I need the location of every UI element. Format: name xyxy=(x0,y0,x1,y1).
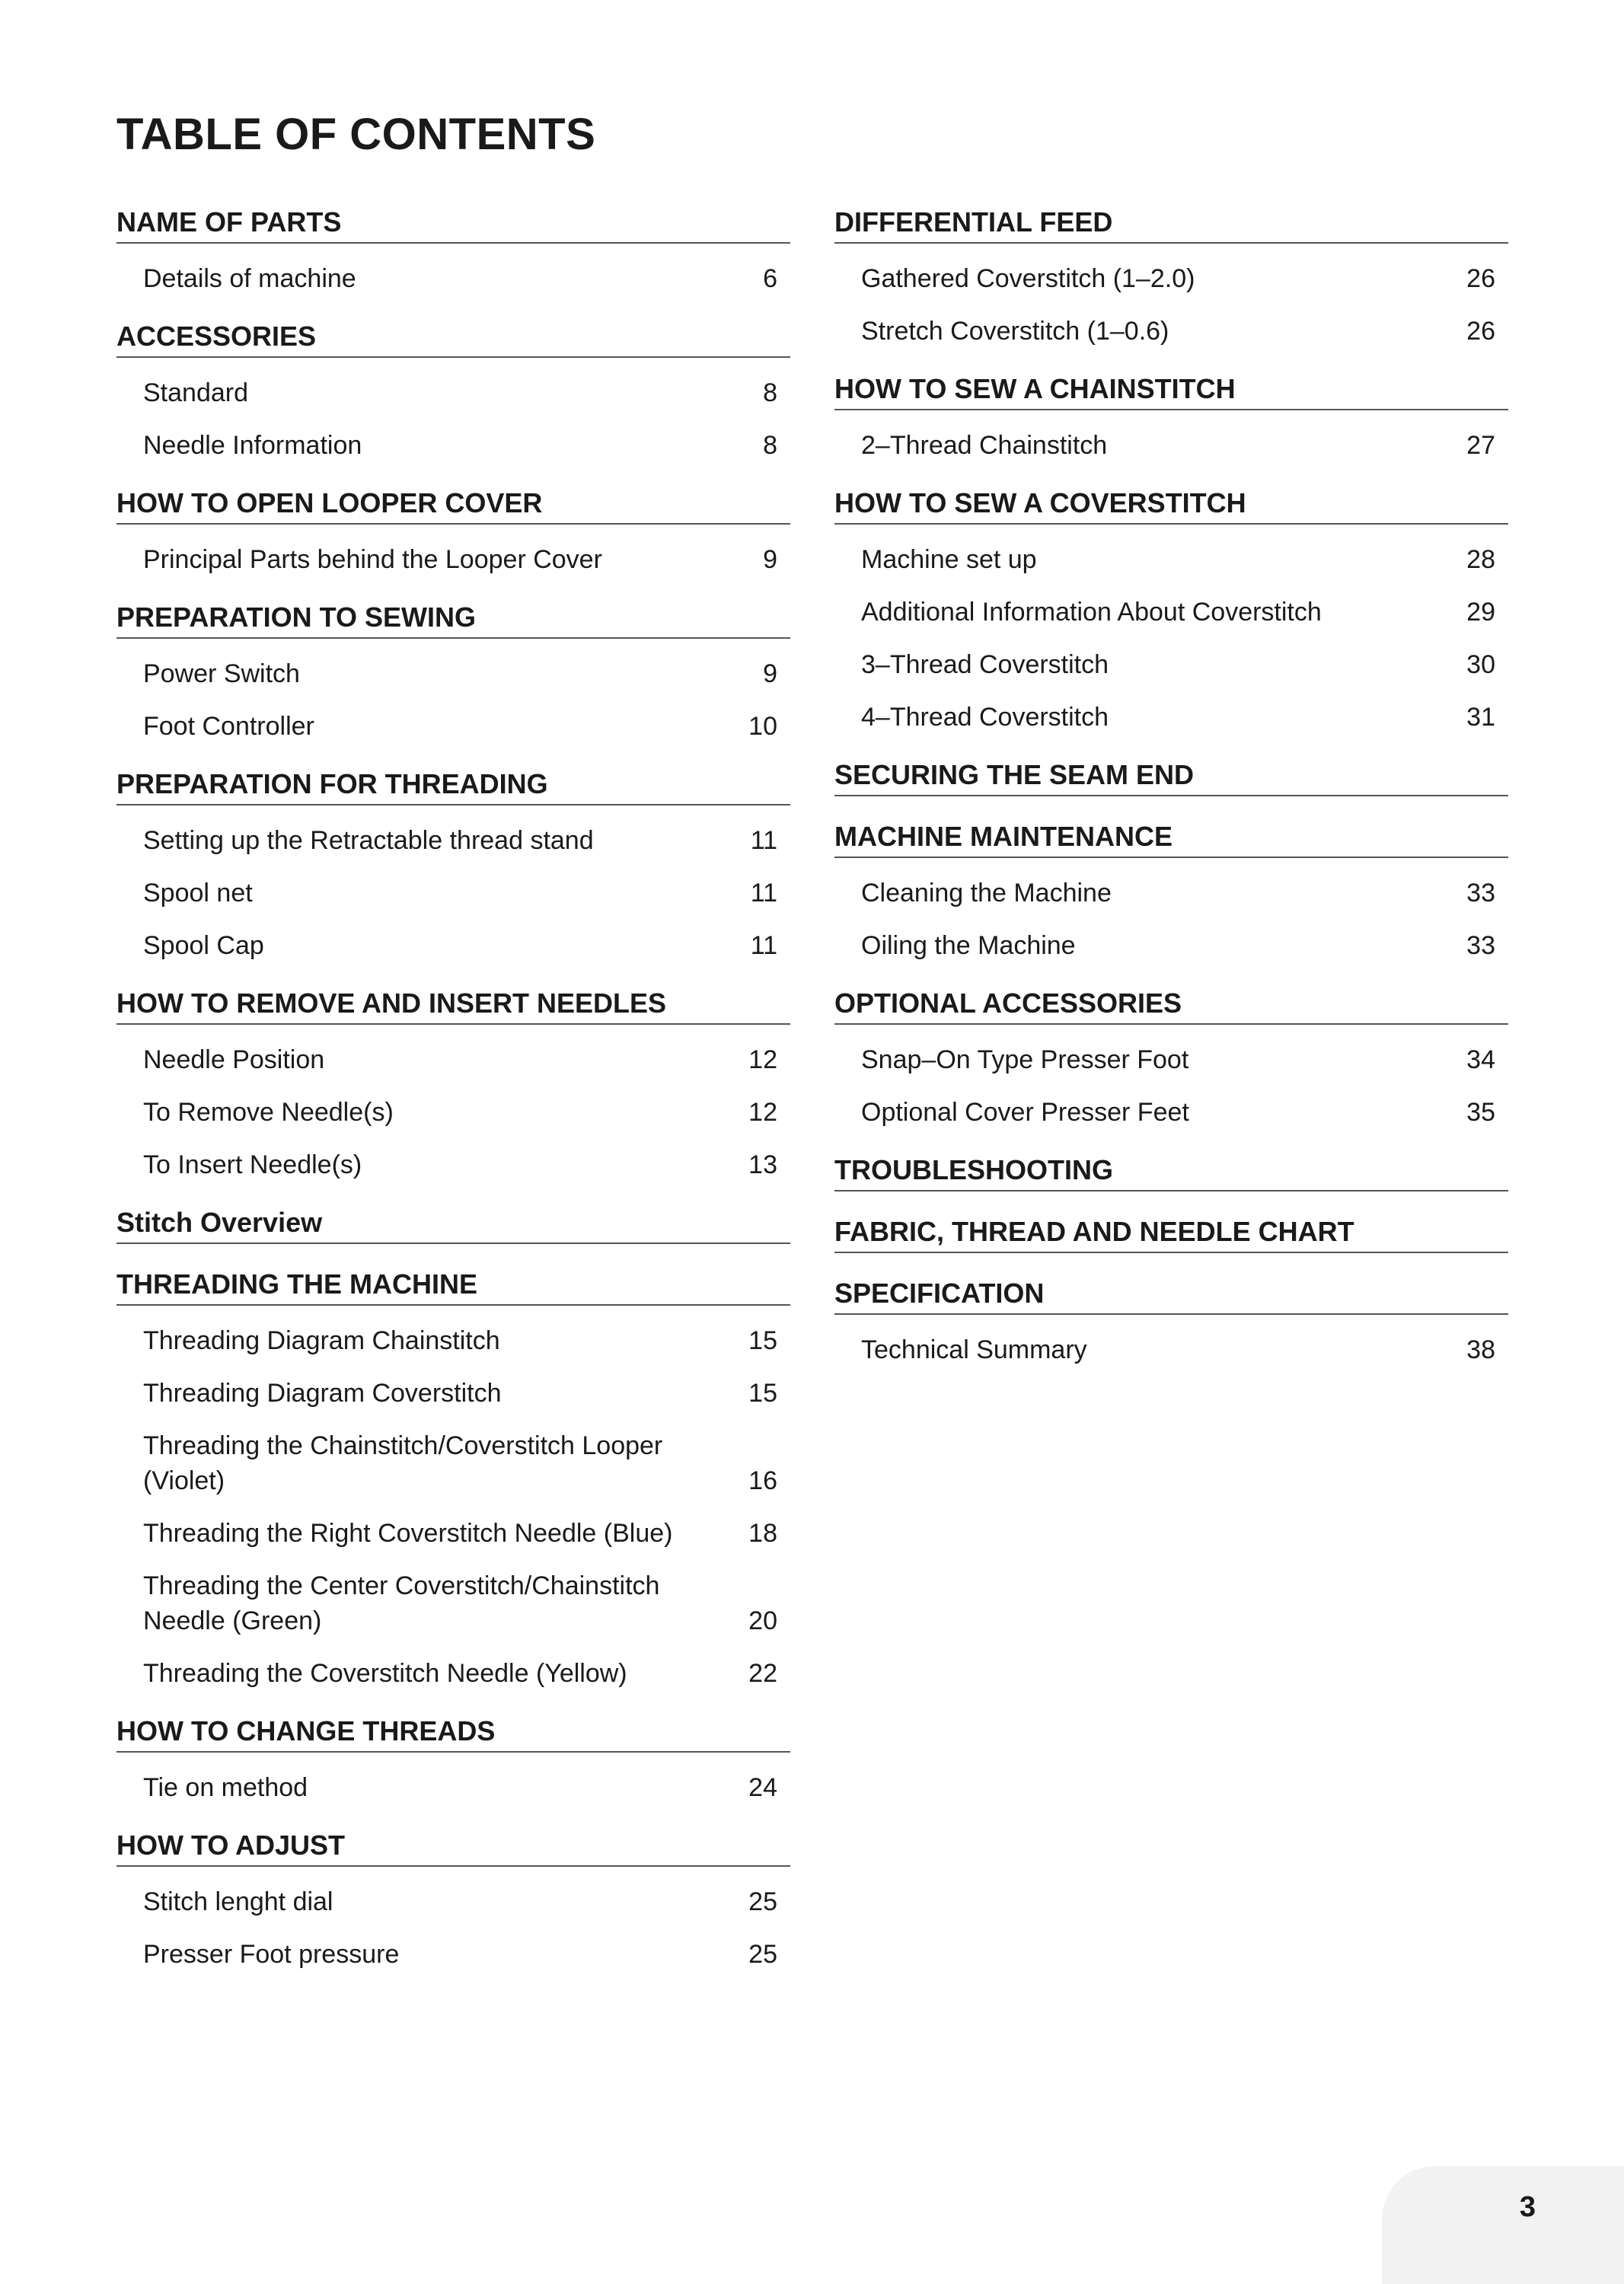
toc-section-fabric-thread-and-needle-chart xyxy=(834,1215,1508,1253)
toc-section-stitch-overview xyxy=(116,1206,790,1244)
toc-entry-title: Additional Information About Coverstitch xyxy=(861,598,1322,627)
section-header[interactable]: TROUBLESHOOTING xyxy=(834,1153,1508,1191)
toc-entry[interactable] xyxy=(116,1770,790,1805)
entry-list xyxy=(834,876,1508,963)
entry-list xyxy=(116,656,790,744)
toc-section-how-to-sew-a-chainstitch xyxy=(834,372,1508,463)
toc-entry-title: Threading Diagram Chainstitch xyxy=(143,1326,500,1355)
toc-entry[interactable] xyxy=(834,1042,1508,1077)
toc-entry-page-number: 26 xyxy=(1466,317,1495,346)
toc-entry-page-number: 9 xyxy=(763,545,777,574)
toc-section-preparation-for-threading xyxy=(116,767,790,963)
toc-entry-page-number: 6 xyxy=(763,264,777,293)
toc-entry[interactable] xyxy=(116,1376,790,1411)
toc-section-specification xyxy=(834,1277,1508,1367)
entry-list xyxy=(834,542,1508,735)
toc-entry[interactable] xyxy=(834,542,1508,577)
entry-list xyxy=(116,1884,790,1972)
toc-entry-title: Threading the Chainstitch/Coverstitch Looper (Violet) xyxy=(143,1431,663,1495)
entry-list xyxy=(834,428,1508,463)
section-header[interactable]: HOW TO REMOVE AND INSERT NEEDLES xyxy=(116,987,790,1025)
section-header[interactable]: Stitch Overview xyxy=(116,1206,790,1244)
entry-list xyxy=(116,1323,790,1691)
toc-entry-title: To Remove Needle(s) xyxy=(143,1098,394,1127)
toc-entry-title: Details of machine xyxy=(143,264,356,293)
toc-entry-title: Stitch lenght dial xyxy=(143,1887,333,1916)
section-header[interactable]: SPECIFICATION xyxy=(834,1277,1508,1315)
section-header[interactable]: ACCESSORIES xyxy=(116,320,790,358)
toc-entry[interactable] xyxy=(116,1516,790,1551)
toc-entry-title: 3–Thread Coverstitch xyxy=(861,650,1109,679)
toc-entry-title: 2–Thread Chainstitch xyxy=(861,431,1108,460)
toc-entry[interactable] xyxy=(116,823,790,858)
entry-list xyxy=(834,261,1508,349)
entry-list xyxy=(116,375,790,463)
toc-entry-title: Spool net xyxy=(143,879,253,908)
toc-entry-page-number: 25 xyxy=(748,1887,777,1916)
toc-entry-page-number: 27 xyxy=(1466,431,1495,460)
toc-section-securing-the-seam-end xyxy=(834,758,1508,796)
toc-entry[interactable] xyxy=(834,1095,1508,1130)
toc-entry-page-number: 18 xyxy=(748,1519,777,1548)
toc-section-how-to-sew-a-coverstitch xyxy=(834,486,1508,735)
toc-entry[interactable] xyxy=(834,1332,1508,1367)
toc-entry-title: Needle Position xyxy=(143,1045,325,1074)
toc-entry-page-number: 15 xyxy=(748,1326,777,1355)
toc-left-column xyxy=(116,206,790,1995)
section-header[interactable]: PREPARATION TO SEWING xyxy=(116,601,790,639)
toc-entry[interactable] xyxy=(834,928,1508,963)
toc-entry-page-number: 26 xyxy=(1466,264,1495,293)
page-number: 3 xyxy=(1519,2191,1536,2223)
toc-entry-page-number: 12 xyxy=(748,1098,777,1127)
toc-entry-title: Cleaning the Machine xyxy=(861,879,1112,908)
toc-entry[interactable] xyxy=(116,428,790,463)
toc-entry[interactable] xyxy=(116,1656,790,1691)
toc-section-how-to-open-looper-cover xyxy=(116,486,790,577)
toc-entry[interactable] xyxy=(116,928,790,963)
toc-entry[interactable] xyxy=(834,314,1508,349)
toc-entry[interactable] xyxy=(116,1428,790,1498)
toc-entry[interactable] xyxy=(116,1884,790,1919)
toc-entry-page-number: 28 xyxy=(1466,545,1495,574)
toc-entry-title: Foot Controller xyxy=(143,712,314,741)
toc-entry-page-number: 35 xyxy=(1466,1098,1495,1127)
toc-entry[interactable] xyxy=(116,1937,790,1972)
toc-section-troubleshooting xyxy=(834,1153,1508,1191)
section-header[interactable]: OPTIONAL ACCESSORIES xyxy=(834,987,1508,1025)
toc-entry-page-number: 24 xyxy=(748,1773,777,1802)
toc-entry-page-number: 22 xyxy=(748,1659,777,1688)
toc-entry-page-number: 13 xyxy=(748,1150,777,1179)
toc-entry-title: Setting up the Retractable thread stand xyxy=(143,826,594,855)
toc-entry-page-number: 30 xyxy=(1466,650,1495,679)
toc-entry[interactable] xyxy=(116,1147,790,1182)
toc-entry[interactable] xyxy=(834,261,1508,296)
toc-entry-page-number: 20 xyxy=(748,1606,777,1635)
toc-entry-page-number: 33 xyxy=(1466,879,1495,908)
section-header[interactable]: HOW TO SEW A CHAINSTITCH xyxy=(834,372,1508,410)
toc-section-how-to-remove-and-insert-needles xyxy=(116,987,790,1182)
entry-list xyxy=(834,1332,1508,1367)
toc-entry-page-number: 11 xyxy=(750,931,777,960)
section-header[interactable]: FABRIC, THREAD AND NEEDLE CHART xyxy=(834,1215,1508,1253)
toc-entry-title: Presser Foot pressure xyxy=(143,1940,400,1969)
toc-entry-title: To Insert Needle(s) xyxy=(143,1150,362,1179)
section-header[interactable]: HOW TO OPEN LOOPER COVER xyxy=(116,486,790,525)
toc-section-name-of-parts xyxy=(116,206,790,296)
toc-section-how-to-change-threads xyxy=(116,1715,790,1805)
section-header[interactable]: SECURING THE SEAM END xyxy=(834,758,1508,796)
section-header[interactable]: PREPARATION FOR THREADING xyxy=(116,767,790,805)
page-title: TABLE OF CONTENTS xyxy=(116,110,596,159)
toc-section-differential-feed xyxy=(834,206,1508,349)
entry-list xyxy=(116,823,790,963)
entry-list xyxy=(116,261,790,296)
toc-entry-title: Threading the Center Coverstitch/Chainstitch Needle (Green) xyxy=(143,1571,660,1635)
toc-entry-page-number: 38 xyxy=(1466,1335,1495,1364)
toc-entry-title: Threading Diagram Coverstitch xyxy=(143,1379,502,1408)
toc-entry-page-number: 12 xyxy=(748,1045,777,1074)
toc-entry-title: Tie on method xyxy=(143,1773,308,1802)
toc-entry-title: Power Switch xyxy=(143,659,300,688)
toc-entry-title: Technical Summary xyxy=(861,1335,1087,1364)
toc-entry[interactable] xyxy=(116,261,790,296)
toc-entry-page-number: 9 xyxy=(763,659,777,688)
toc-entry[interactable] xyxy=(116,1042,790,1077)
toc-entry-title: Principal Parts behind the Looper Cover xyxy=(143,545,602,574)
toc-entry[interactable] xyxy=(116,1095,790,1130)
section-header[interactable]: HOW TO CHANGE THREADS xyxy=(116,1715,790,1753)
toc-entry[interactable] xyxy=(116,1568,790,1638)
toc-entry[interactable] xyxy=(834,700,1508,735)
toc-entry-page-number: 31 xyxy=(1466,703,1495,732)
toc-entry-title: Threading the Right Coverstitch Needle (Blue) xyxy=(143,1519,673,1548)
toc-entry-page-number: 16 xyxy=(748,1466,777,1495)
toc-entry-page-number: 8 xyxy=(763,378,777,407)
toc-entry-title: Oiling the Machine xyxy=(861,931,1076,960)
toc-section-optional-accessories xyxy=(834,987,1508,1130)
section-header[interactable]: DIFFERENTIAL FEED xyxy=(834,206,1508,244)
toc-entry-page-number: 34 xyxy=(1466,1045,1495,1074)
toc-entry-page-number: 10 xyxy=(748,712,777,741)
toc-section-accessories xyxy=(116,320,790,463)
section-header[interactable]: THREADING THE MACHINE xyxy=(116,1268,790,1306)
toc-entry[interactable] xyxy=(834,647,1508,682)
section-header[interactable]: HOW TO SEW A COVERSTITCH xyxy=(834,486,1508,525)
toc-entry[interactable] xyxy=(116,876,790,911)
toc-entry[interactable] xyxy=(834,876,1508,911)
entry-list xyxy=(116,1770,790,1805)
toc-entry-title: Optional Cover Presser Feet xyxy=(861,1098,1189,1127)
toc-entry[interactable] xyxy=(116,375,790,410)
toc-entry-title: Threading the Coverstitch Needle (Yellow) xyxy=(143,1659,627,1688)
toc-entry-title: Stretch Coverstitch (1–0.6) xyxy=(861,317,1169,346)
toc-entry-page-number: 8 xyxy=(763,431,777,460)
toc-entry-title: Snap–On Type Presser Foot xyxy=(861,1045,1189,1074)
toc-section-preparation-to-sewing xyxy=(116,601,790,744)
toc-entry-title: Standard xyxy=(143,378,248,407)
toc-entry[interactable] xyxy=(834,595,1508,630)
page-number-tab xyxy=(1382,2166,1624,2284)
toc-entry-title: Machine set up xyxy=(861,545,1037,574)
toc-entry-page-number: 11 xyxy=(750,879,777,908)
toc-entry-title: Spool Cap xyxy=(143,931,264,960)
section-header[interactable]: HOW TO ADJUST xyxy=(116,1829,790,1867)
toc-section-threading-the-machine xyxy=(116,1268,790,1691)
toc-entry-page-number: 33 xyxy=(1466,931,1495,960)
toc-entry-page-number: 29 xyxy=(1466,598,1495,627)
toc-entry-title: Needle Information xyxy=(143,431,362,460)
toc-entry-page-number: 25 xyxy=(748,1940,777,1969)
toc-section-how-to-adjust xyxy=(116,1829,790,1972)
toc-entry-title: Gathered Coverstitch (1–2.0) xyxy=(861,264,1195,293)
toc-entry[interactable] xyxy=(116,542,790,577)
toc-entry[interactable] xyxy=(116,656,790,691)
section-header[interactable]: MACHINE MAINTENANCE xyxy=(834,820,1508,858)
entry-list xyxy=(116,1042,790,1182)
section-header[interactable]: NAME OF PARTS xyxy=(116,206,790,244)
toc-entry-title: 4–Thread Coverstitch xyxy=(861,703,1109,732)
toc-entry[interactable] xyxy=(116,709,790,744)
entry-list xyxy=(834,1042,1508,1130)
toc-entry[interactable] xyxy=(116,1323,790,1358)
toc-right-column xyxy=(834,206,1508,1391)
toc-entry[interactable] xyxy=(834,428,1508,463)
toc-section-machine-maintenance xyxy=(834,820,1508,963)
toc-entry-page-number: 15 xyxy=(748,1379,777,1408)
entry-list xyxy=(116,542,790,577)
toc-entry-page-number: 11 xyxy=(750,826,777,855)
